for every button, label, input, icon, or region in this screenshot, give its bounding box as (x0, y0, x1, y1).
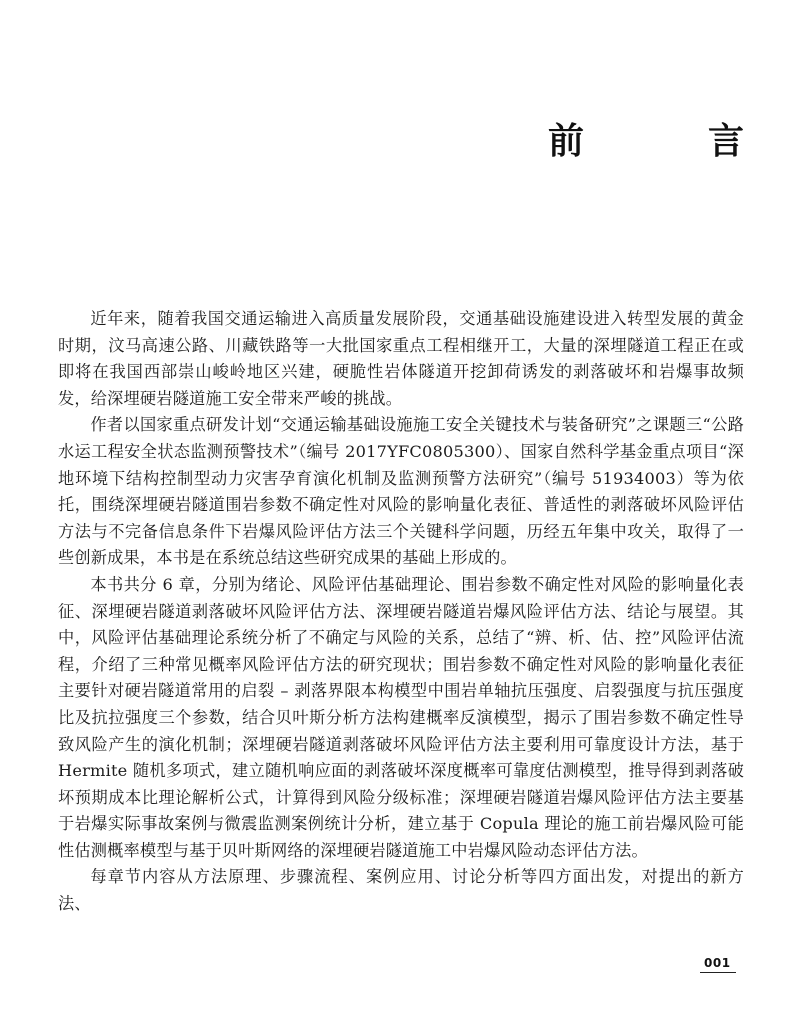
page-number: 001 (704, 956, 731, 970)
paragraph: 作者以国家重点研发计划“交通运输基础设施施工安全关键技术与装备研究”之课题三“公路水运工程安全状态监测预警技术”（编号 2017YFC0805300）、国家自然科学基金重点项目“深地环境下结构控制型动力灾害孕育演化机制及监测预警方法研究”（编号 51934003）等为依托，围绕深埋硬岩隧道围岩参数不确定性对风险的影响量化表征、普适性的剥落破坏风险评估方法与不完备信息条件下岩爆风险评估方法三个关键科学问题，历经五年集中攻关，取得了一些创新成果，本书是在系统总结这些研究成果的基础上形成的。 (58, 415, 744, 568)
page-number-rule (700, 972, 736, 973)
paragraph: 近年来，随着我国交通运输进入高质量发展阶段，交通基础设施建设进入转型发展的黄金时期，汶马高速公路、川藏铁路等一大批国家重点工程相继开工，大量的深埋隧道工程正在或即将在我国西部崇山峻岭地区兴建，硬脆性岩体隧道开挖卸荷诱发的剥落破坏和岩爆事故频发，给深埋硬岩隧道施工安全带来严峻的挑战。 (58, 309, 744, 408)
paragraph: 本书共分 6 章，分别为绪论、风险评估基础理论、围岩参数不确定性对风险的影响量化表征、深埋硬岩隧道剥落破坏风险评估方法、深埋硬岩隧道岩爆风险评估方法、结论与展望。其中，风险评估基础理论系统分析了不确定与风险的关系，总结了“辨、析、估、控”风险评估流程，介绍了三种常见概率风险评估方法的研究现状；围岩参数不确定性对风险的影响量化表征主要针对硬岩隧道常用的启裂 – 剥落界限本构模型中围岩单轴抗压强度、启裂强度与抗压强度比及抗拉强度三个参数，结合贝叶斯分析方法构建概率反演模型，揭示了围岩参数不确定性导致风险产生的演化机制；深埋硬岩隧道剥落破坏风险评估方法主要利用可靠度设计方法，基于 Hermite 随机多项式，建立随机响应面的剥落破坏深度概率可靠度估测模型，推导得到剥落破坏预期成本比理论解析公式，计算得到风险分级标准；深埋硬岩隧道岩爆风险评估方法主要基于岩爆实际事故案例与微震监测案例统计分析，建立基于 Copula 理论的施工前岩爆风险可能性估测概率模型与基于贝叶斯网络的深埋硬岩隧道施工中岩爆风险动态评估方法。 (58, 574, 744, 860)
paragraph: 每章节内容从方法原理、步骤流程、案例应用、讨论分析等四方面出发，对提出的新方法、 (58, 867, 744, 914)
page-title: 前 言 (548, 121, 789, 162)
body-text (58, 306, 744, 918)
